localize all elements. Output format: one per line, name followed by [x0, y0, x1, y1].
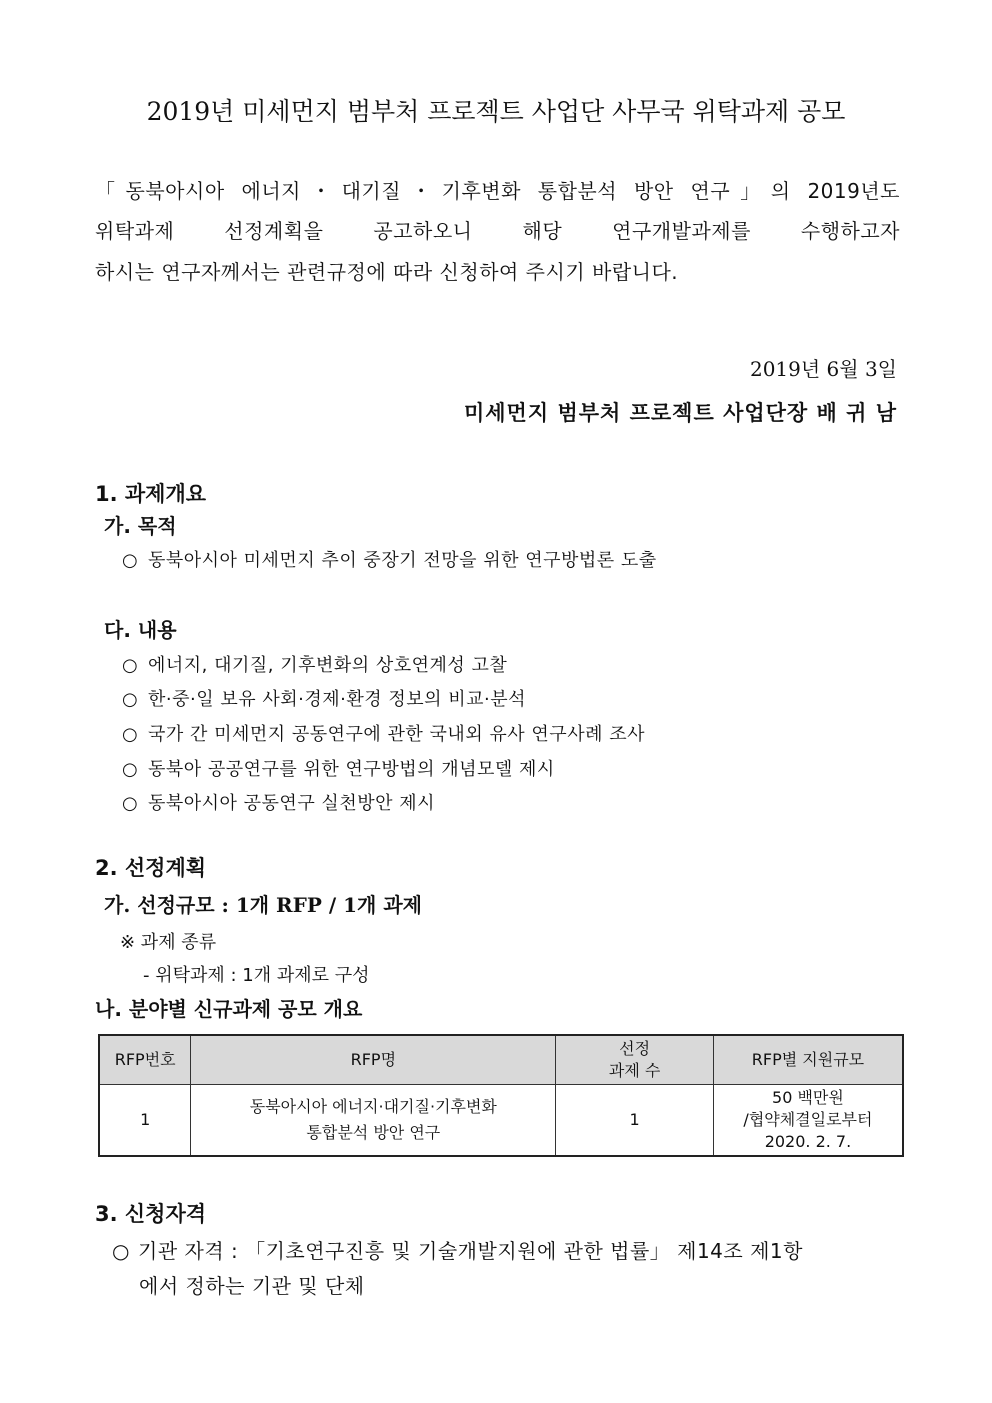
section-1-heading: 1. 과제개요	[95, 482, 207, 506]
bullet-circle-icon: ○	[122, 655, 139, 676]
bullet-circle-icon: ○	[112, 1239, 130, 1263]
overview-heading: 나. 분야별 신규과제 공모 개요	[95, 997, 363, 1021]
section-2-heading: 2. 선정계획	[95, 856, 207, 880]
cell-support-scale: 50 백만원 /협약체결일로부터 2020. 2. 7.	[713, 1085, 903, 1157]
rfp-table	[98, 1034, 904, 1157]
task-type-note: ※ 과제 종류	[120, 932, 217, 953]
section-3-heading: 3. 신청자격	[95, 1202, 207, 1226]
header-rfp-name: RFP명	[191, 1035, 556, 1085]
bullet-circle-icon: ○	[122, 759, 139, 780]
list-item: ○ 동북아시아 공동연구 실천방안 제시	[122, 793, 435, 814]
content-heading: 다. 내용	[104, 618, 177, 642]
task-type-detail: - 위탁과제 : 1개 과제로 구성	[143, 965, 370, 986]
cell-rfp-name: 동북아시아 에너지·대기질·기후변화 통합분석 방안 연구	[191, 1085, 556, 1157]
header-rfp-no: RFP번호	[99, 1035, 191, 1085]
cell-rfp-no: 1	[99, 1085, 191, 1157]
bullet-circle-icon: ○	[122, 793, 139, 814]
purpose-heading: 가. 목적	[104, 514, 177, 538]
list-item: ○ 한·중·일 보유 사회·경제·환경 정보의 비교·분석	[122, 689, 526, 710]
notice-date: 2019년 6월 3일	[749, 357, 897, 381]
bullet-circle-icon: ○	[122, 724, 139, 745]
header-support-scale: RFP별 지원규모	[713, 1035, 903, 1085]
list-item: ○ 에너지, 대기질, 기후변화의 상호연계성 고찰	[122, 655, 508, 676]
list-item: ○ 동북아시아 미세먼지 추이 중장기 전망을 위한 연구방법론 도출	[122, 550, 657, 571]
signatory: 미세먼지 범부처 프로젝트 사업단장 배 귀 남	[463, 400, 897, 425]
selection-scale: 가. 선정규모 : 1개 RFP / 1개 과제	[104, 893, 422, 917]
qualification-item: ○ 기관 자격 : 「기초연구진흥 및 기술개발지원에 관한 법률」 제14조 제1항	[112, 1239, 803, 1263]
intro-line-3: 하시는 연구자께서는 관련규정에 따라 신청하여 주시기 바랍니다.	[95, 260, 679, 284]
bullet-circle-icon: ○	[122, 550, 139, 571]
intro-line-2: 위탁과제 선정계획을 공고하오니 해당 연구개발과제를 수행하고자	[95, 219, 900, 243]
page-title: 2019년 미세먼지 범부처 프로젝트 사업단 사무국 위탁과제 공모	[146, 97, 846, 126]
list-item: ○ 동북아 공공연구를 위한 연구방법의 개념모델 제시	[122, 759, 555, 780]
table-header-row	[99, 1035, 903, 1085]
intro-line-1: 「동북아시아 에너지・대기질・기후변화 통합분석 방안 연구」의 2019년도	[95, 179, 900, 203]
bullet-circle-icon: ○	[122, 689, 139, 710]
table-row	[99, 1085, 903, 1157]
list-item: ○ 국가 간 미세먼지 공동연구에 관한 국내외 유사 연구사례 조사	[122, 724, 645, 745]
cell-task-count: 1	[556, 1085, 714, 1157]
header-task-count: 선정 과제 수	[556, 1035, 714, 1085]
qualification-item-cont: 에서 정하는 기관 및 단체	[139, 1274, 365, 1298]
